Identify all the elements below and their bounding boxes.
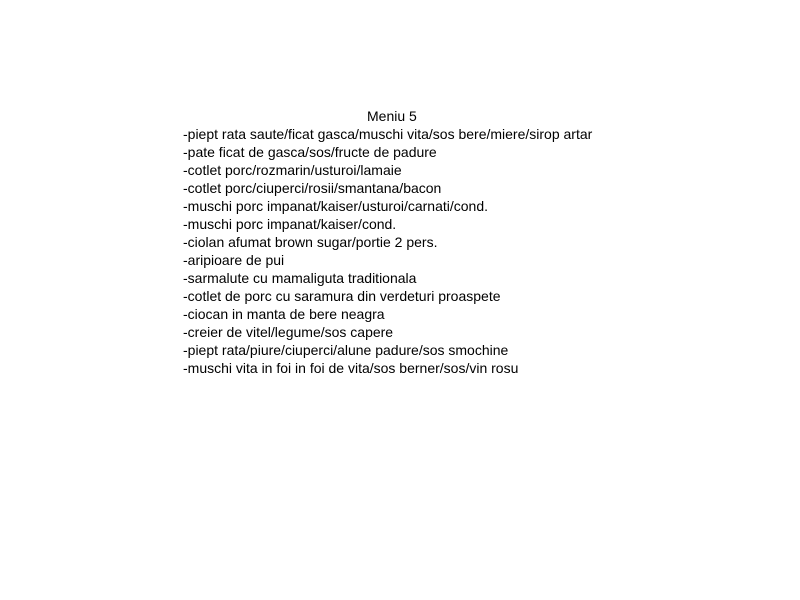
menu-block [183, 107, 653, 377]
menu-item: -creier de vitel/legume/sos capere [183, 324, 394, 340]
menu-item: -muschi porc impanat/kaiser/usturoi/carnati/cond. [183, 198, 489, 214]
menu-title: Meniu 5 [367, 108, 417, 124]
menu-item: -ciocan in manta de bere neagra [183, 306, 385, 322]
menu-item: -pate ficat de gasca/sos/fructe de padure [183, 144, 437, 160]
menu-item: -ciolan afumat brown sugar/portie 2 pers. [183, 234, 438, 250]
menu-item: -cotlet de porc cu saramura din verdeturi proaspete [183, 288, 501, 304]
menu-item: -muschi porc impanat/kaiser/cond. [183, 216, 397, 232]
menu-item: -muschi vita in foi in foi de vita/sos berner/sos/vin rosu [183, 360, 519, 376]
menu-item: -piept rata/piure/ciuperci/alune padure/sos smochine [183, 342, 509, 358]
menu-item: -cotlet porc/rozmarin/usturoi/lamaie [183, 162, 402, 178]
menu-list [183, 125, 653, 377]
menu-item: -cotlet porc/ciuperci/rosii/smantana/bacon [183, 180, 442, 196]
menu-item: -sarmalute cu mamaliguta traditionala [183, 270, 417, 286]
menu-item: -aripioare de pui [183, 252, 285, 268]
menu-item: -piept rata saute/ficat gasca/muschi vita/sos bere/miere/sirop artar [183, 126, 593, 142]
